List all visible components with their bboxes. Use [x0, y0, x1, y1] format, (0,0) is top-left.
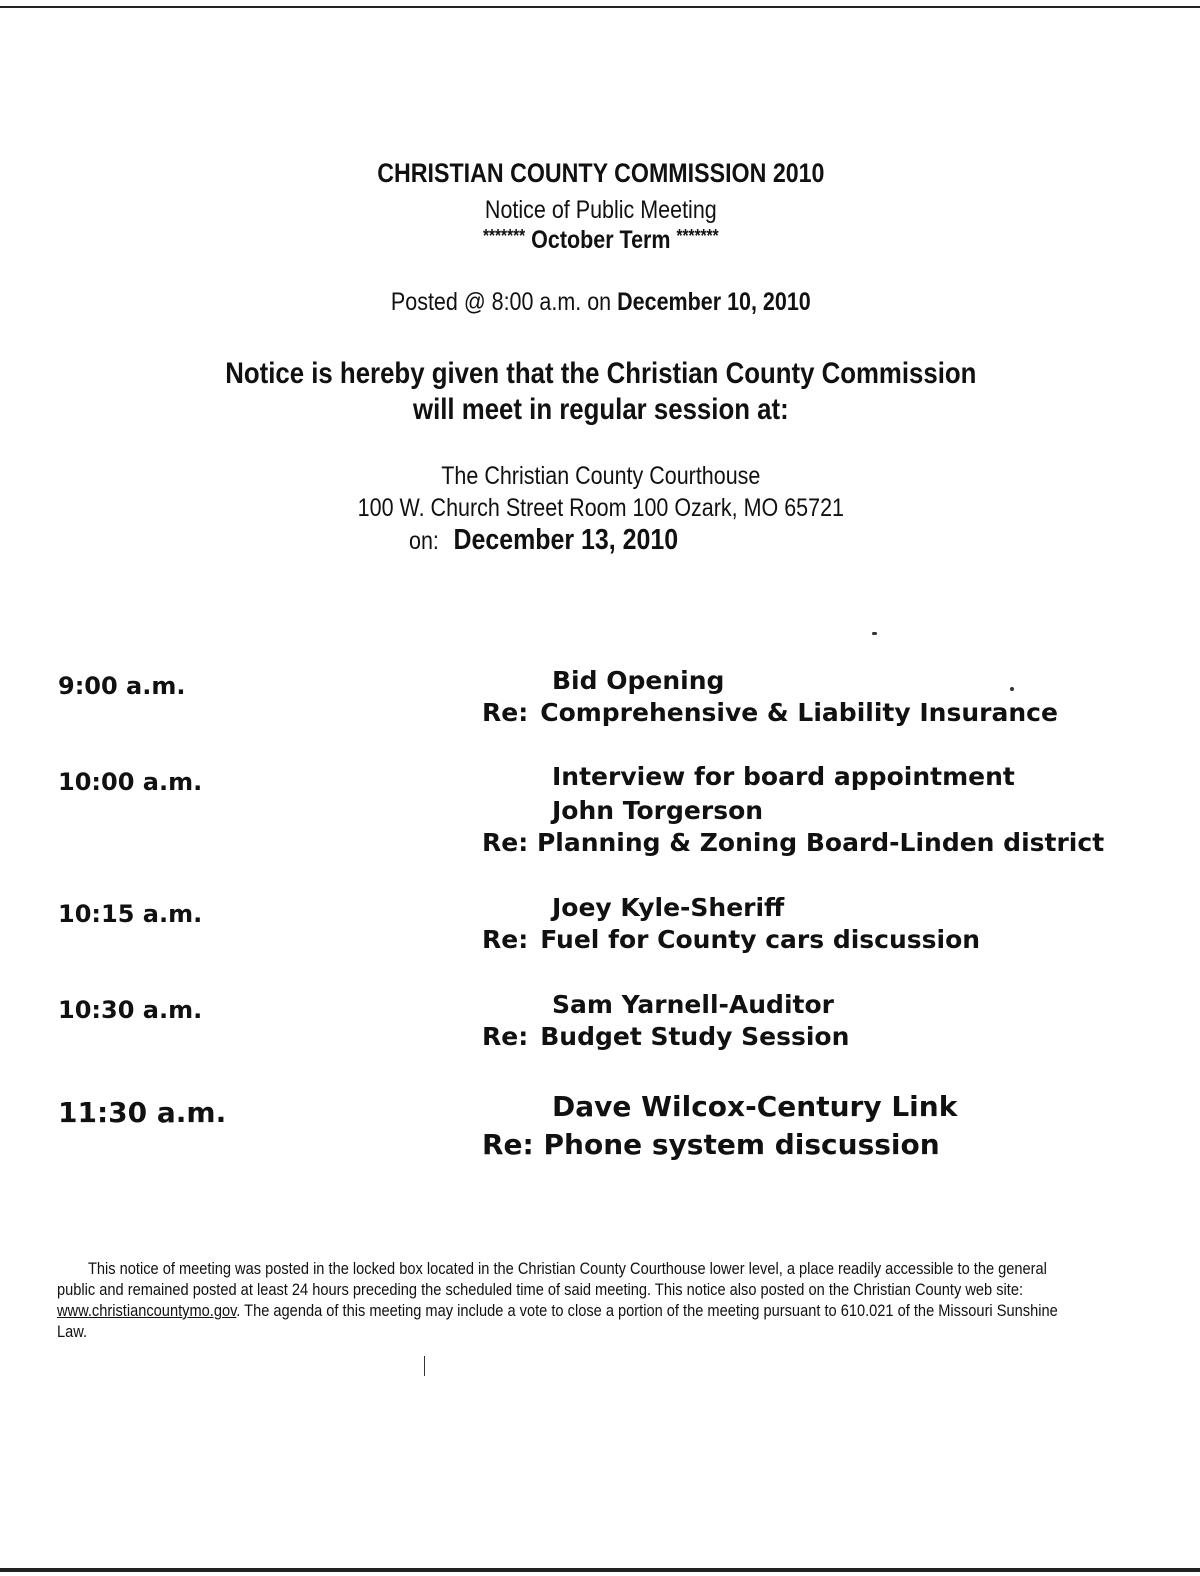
bottom-border-line [0, 1568, 1200, 1572]
location-line-1: The Christian County Courthouse [441, 462, 761, 490]
re-label: Re: [482, 698, 529, 727]
regarding-text: Budget Study Session [540, 1022, 850, 1051]
regarding-text: Phone system discussion [543, 1128, 940, 1161]
agenda-item-regarding [482, 698, 1058, 727]
posted-line [85, 288, 1117, 317]
agenda-item-title: Joey Kyle-Sheriff [552, 893, 785, 922]
agenda-item-regarding [482, 1128, 940, 1161]
top-border-line [0, 6, 1200, 8]
agenda-time: 10:15 a.m. [58, 900, 203, 928]
re-label: Re: [482, 925, 529, 954]
regarding-text: Fuel for County cars discussion [540, 925, 981, 954]
re-label: Re: [482, 1128, 534, 1161]
agenda-item-regarding [482, 828, 1104, 857]
disclaimer-text-2: . The agenda of this meeting may include a vote to close a portion of the meeting pursuant to 610.021 of the Missouri Sunshine Law. [57, 1301, 1058, 1341]
notice-line-1: Notice is hereby given that the Christian County Commission [225, 357, 977, 390]
agenda-item-regarding [482, 925, 980, 954]
posted-date: December 10, 2010 [617, 288, 811, 316]
re-label: Re: [482, 1022, 529, 1051]
term-stars-left: ******* [482, 226, 526, 246]
agenda-item-person: John Torgerson [552, 796, 764, 825]
agenda-item-regarding [482, 1022, 849, 1051]
agenda-item-title: Interview for board appointment [552, 762, 1015, 791]
disclaimer-text-1: This notice of meeting was posted in the locked box located in the Christian County Courthouse lower level, a place readily accessible to the general public and remained posted at least 24 hours preceding the scheduled time of said meeting. This notice also posted on the Christian County web site: [57, 1259, 1047, 1299]
term-line [85, 226, 1117, 255]
notice-statement [85, 356, 1117, 428]
term-stars-right: ******* [676, 226, 719, 246]
notice-line-2: will meet in regular session at: [413, 393, 789, 426]
posted-prefix: Posted @ 8:00 a.m. on [390, 288, 612, 316]
meeting-location [85, 460, 1117, 524]
county-website-link[interactable]: www.christiancountymo.gov [57, 1301, 237, 1320]
agenda-time: 11:30 a.m. [58, 1096, 227, 1129]
agenda-item-title: Dave Wilcox-Century Link [552, 1090, 958, 1123]
term-name: October Term [531, 226, 671, 254]
scan-mark [424, 1356, 425, 1376]
location-line-2: 100 W. Church Street Room 100 Ozark, MO 65721 [357, 494, 845, 522]
commission-title: CHRISTIAN COUNTY COMMISSION 2010 [377, 158, 825, 188]
scan-speck [1010, 687, 1014, 691]
agenda-time: 10:30 a.m. [58, 996, 203, 1024]
scan-speck [872, 632, 877, 635]
meeting-date-label: on: [409, 527, 439, 555]
agenda-item-title: Bid Opening [552, 666, 725, 695]
notice-subtitle: Notice of Public Meeting [484, 196, 717, 224]
agenda-time: 9:00 a.m. [58, 672, 186, 700]
re-label: Re: [482, 828, 529, 857]
meeting-date: December 13, 2010 [453, 524, 679, 556]
agenda-item-title: Sam Yarnell-Auditor [552, 990, 834, 1019]
regarding-text: Planning & Zoning Board-Linden district [536, 828, 1105, 857]
posting-disclaimer [57, 1258, 1059, 1342]
regarding-text: Comprehensive & Liability Insurance [540, 698, 1058, 727]
agenda-time: 10:00 a.m. [58, 768, 203, 796]
meeting-date-line [409, 524, 678, 557]
